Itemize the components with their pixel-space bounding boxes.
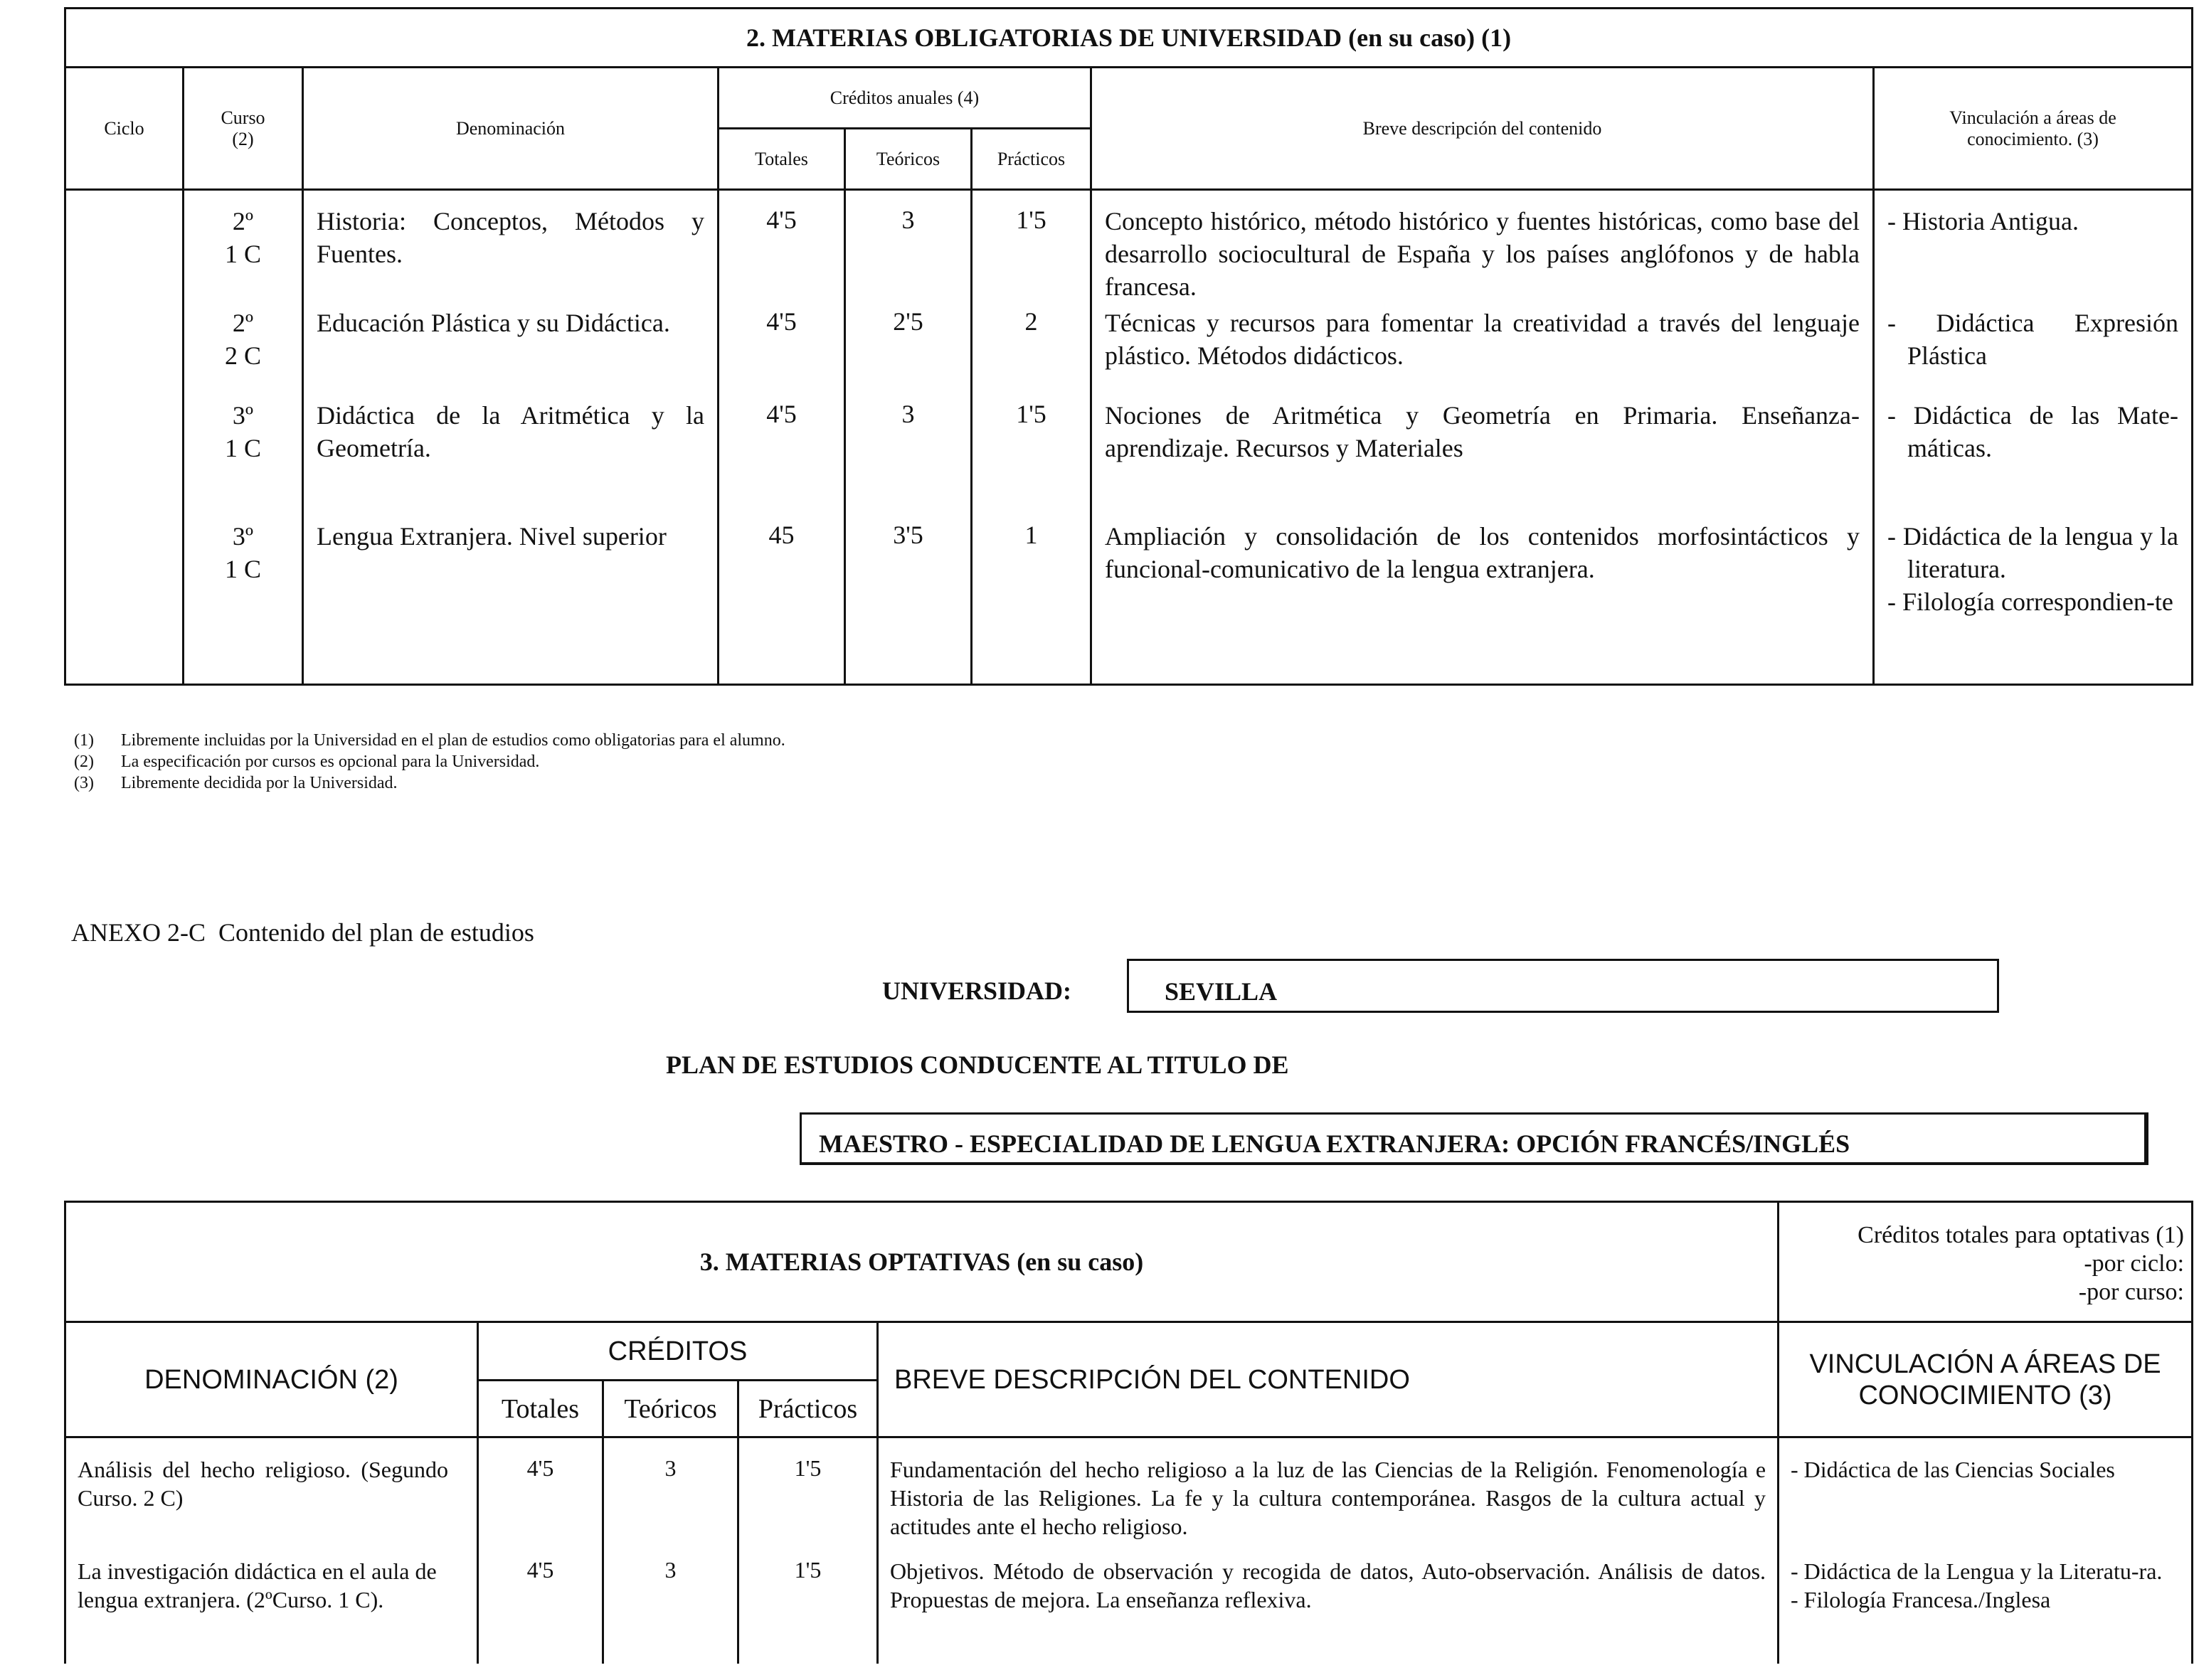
areas-cell <box>1874 307 2193 399</box>
curso-cell: 3º 1 C <box>184 399 303 520</box>
footnote <box>74 772 785 794</box>
footnote-text: La especificación por cursos es opcional para la Universidad. <box>121 753 540 771</box>
teoricos-cell: 2'5 <box>845 307 972 399</box>
plan-title: PLAN DE ESTUDIOS CONDUCENTE AL TITULO DE <box>666 1051 1289 1079</box>
annex-text: Contenido del plan de estudios <box>218 918 534 947</box>
descripcion-cell: Ampliación y consolidación de los contenidos morfosintácticos y funcional-comunicativo de la lengua extranjera. <box>1091 520 1874 685</box>
totales-cell: 4'5 <box>719 307 845 399</box>
ciclo-cell <box>65 307 184 399</box>
annex-label: ANEXO 2-C <box>71 918 206 947</box>
footnote-number: (3) <box>74 774 94 792</box>
area-item: - Historia Antigua. <box>1887 207 2079 235</box>
credits-total-label: Créditos totales para optativas (1) <box>1858 1222 2185 1248</box>
header-creditos: CRÉDITOS <box>478 1322 878 1381</box>
footnote <box>74 751 785 772</box>
table-row <box>65 1437 2193 1557</box>
header-denominacion: Denominación <box>303 68 719 190</box>
totales-cell: 4'5 <box>478 1437 603 1557</box>
header-ciclo: Ciclo <box>65 68 184 190</box>
teoricos-cell: 3 <box>845 190 972 307</box>
ciclo-cell <box>65 190 184 307</box>
footnote-text: Libremente decidida por la Universidad. <box>121 774 398 792</box>
areas-cell <box>1874 399 2193 520</box>
optional-subjects-table <box>64 1201 2193 1664</box>
degree-title: MAESTRO - ESPECIALIDAD DE LENGUA EXTRANJERA: OPCIÓN FRANCÉS/INGLÉS <box>800 1112 2148 1165</box>
university-value: SEVILLA <box>1127 959 1999 1013</box>
curso-cell: 3º 1 C <box>184 520 303 685</box>
table-title: 3. MATERIAS OPTATIVAS (en su caso) <box>65 1202 1779 1322</box>
practicos-cell: 1'5 <box>972 190 1091 307</box>
practicos-cell: 2 <box>972 307 1091 399</box>
annex-heading <box>71 918 534 947</box>
area-item: - Didáctica Expresión Plástica <box>1887 308 2179 370</box>
area-item: - Didáctica de las Mate-máticas. <box>1887 400 2179 462</box>
areas-cell <box>1779 1557 2193 1664</box>
area-item: - Didáctica de la lengua y la literatura. <box>1887 521 2179 583</box>
footnote-text: Libremente incluidas por la Universidad en el plan de estudios como obligatorias para el alumno. <box>121 731 785 750</box>
descripcion-cell: Concepto histórico, método histórico y fuentes históricas, como base del desarrollo sociocultural de España y los países anglófonos y de habla francesa. <box>1091 190 1874 307</box>
header-descripcion: Breve descripción del contenido <box>1091 68 1874 190</box>
practicos-cell: 1 <box>972 520 1091 685</box>
footnote <box>74 730 785 751</box>
header-vinculacion: VINCULACIÓN A ÁREAS DE CONOCIMIENTO (3) <box>1779 1322 2193 1437</box>
header-practicos: Prácticos <box>972 129 1091 190</box>
descripcion-cell: Fundamentación del hecho religioso a la luz de las Ciencias de la Religión. Fenomenología e Historia de las Religiones. La fe y la cultura contemporánea. Rasgos de la cultura actual y actitudes ante el hecho religioso. <box>878 1437 1779 1557</box>
table-row <box>65 1557 2193 1664</box>
teoricos-cell: 3 <box>603 1437 738 1557</box>
ciclo-cell <box>65 399 184 520</box>
table-row <box>65 399 2193 520</box>
header-vinculacion: Vinculación a áreas de conocimiento. (3) <box>1874 68 2193 190</box>
totales-cell: 4'5 <box>719 399 845 520</box>
header-totales: Totales <box>719 129 845 190</box>
header-teoricos: Teóricos <box>845 129 972 190</box>
area-item: - Didáctica de la Lengua y la Literatu-ra. <box>1791 1558 2163 1584</box>
teoricos-cell: 3 <box>603 1557 738 1664</box>
descripcion-cell: Nociones de Aritmética y Geometría en Primaria. Enseñanza-aprendizaje. Recursos y Materiales <box>1091 399 1874 520</box>
area-item: - Filología Francesa./Inglesa <box>1791 1586 2051 1612</box>
areas-cell <box>1779 1437 2193 1557</box>
optional-credits-total <box>1779 1202 2193 1322</box>
curso-cell: 2º 1 C <box>184 190 303 307</box>
header-practicos: Prácticos <box>738 1381 878 1437</box>
footnote-number: (2) <box>74 753 94 771</box>
mandatory-subjects-table <box>64 7 2193 686</box>
descripcion-cell: Técnicas y recursos para fomentar la creatividad a través del lenguaje plástico. Métodos didácticos. <box>1091 307 1874 399</box>
teoricos-cell: 3 <box>845 399 972 520</box>
header-descripcion: BREVE DESCRIPCIÓN DEL CONTENIDO <box>878 1322 1779 1437</box>
footnote-number: (1) <box>74 731 94 750</box>
denominacion-cell: Didáctica de la Aritmética y la Geometría. <box>303 399 719 520</box>
ciclo-cell <box>65 520 184 685</box>
credits-per-course: -por curso: <box>2078 1279 2185 1305</box>
table-row <box>65 307 2193 399</box>
table-row <box>65 520 2193 685</box>
header-denominacion: DENOMINACIÓN (2) <box>65 1322 478 1437</box>
header-teoricos: Teóricos <box>603 1381 738 1437</box>
denominacion-cell: Historia: Conceptos, Métodos y Fuentes. <box>303 190 719 307</box>
denominacion-cell: Análisis del hecho religioso. (Segundo Curso. 2 C) <box>65 1437 478 1557</box>
denominacion-cell: Educación Plástica y su Didáctica. <box>303 307 719 399</box>
curso-cell: 2º 2 C <box>184 307 303 399</box>
area-item: - Filología correspondien-te <box>1887 587 2173 616</box>
totales-cell: 45 <box>719 520 845 685</box>
header-totales: Totales <box>478 1381 603 1437</box>
university-label: UNIVERSIDAD: <box>882 977 1072 1005</box>
credits-per-cycle: -por ciclo: <box>2084 1250 2185 1277</box>
header-curso: Curso (2) <box>184 68 303 190</box>
practicos-cell: 1'5 <box>738 1557 878 1664</box>
areas-cell <box>1874 190 2193 307</box>
table-title: 2. MATERIAS OBLIGATORIAS DE UNIVERSIDAD (en su caso) (1) <box>65 9 2193 68</box>
totales-cell: 4'5 <box>719 190 845 307</box>
denominacion-cell: Lengua Extranjera. Nivel superior <box>303 520 719 685</box>
areas-cell <box>1874 520 2193 685</box>
header-creditos: Créditos anuales (4) <box>719 68 1091 129</box>
area-item: - Didáctica de las Ciencias Sociales <box>1791 1457 2115 1482</box>
table-row <box>65 190 2193 307</box>
practicos-cell: 1'5 <box>972 399 1091 520</box>
denominacion-cell: La investigación didáctica en el aula de lengua extranjera. (2ºCurso. 1 C). <box>65 1557 478 1664</box>
descripcion-cell: Objetivos. Método de observación y recogida de datos, Auto-observación. Análisis de datos. Propuestas de mejora. La enseñanza reflexiva. <box>878 1557 1779 1664</box>
practicos-cell: 1'5 <box>738 1437 878 1557</box>
teoricos-cell: 3'5 <box>845 520 972 685</box>
footnotes <box>74 730 785 794</box>
totales-cell: 4'5 <box>478 1557 603 1664</box>
